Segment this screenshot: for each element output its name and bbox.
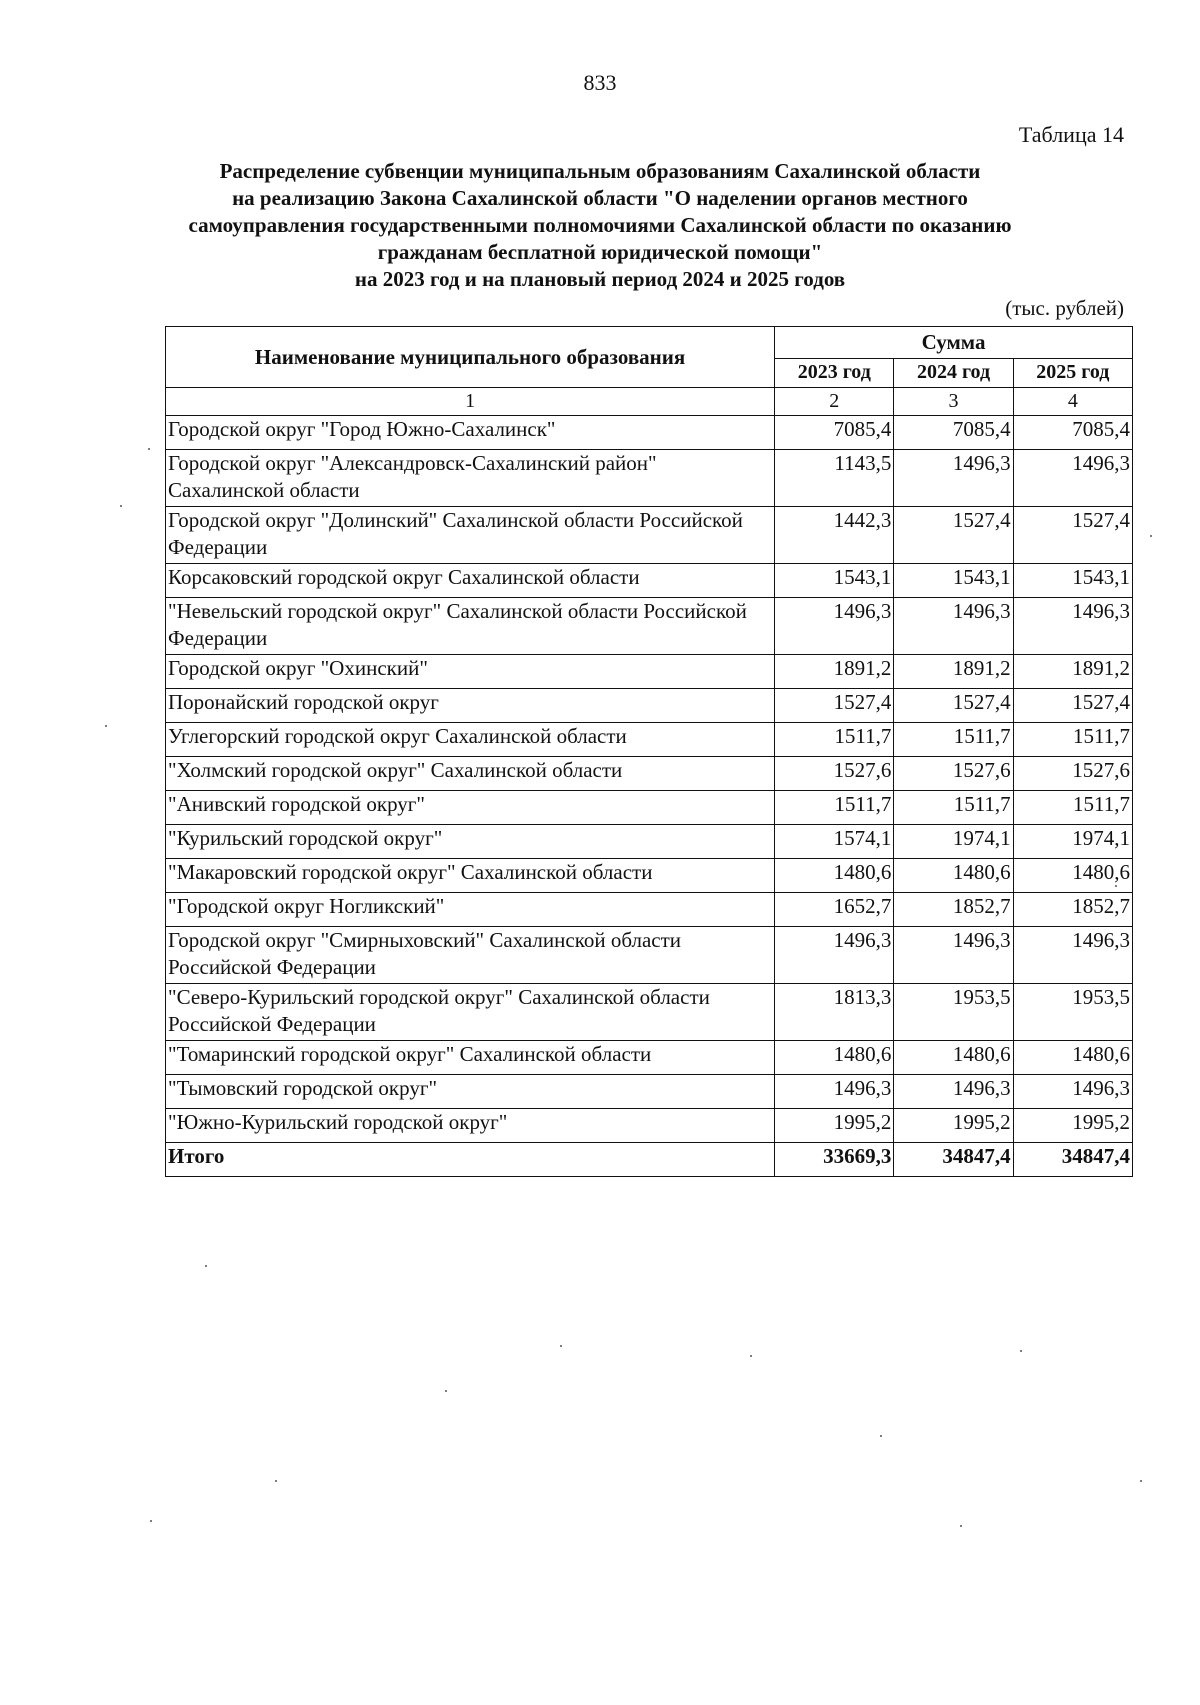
value-2023: 1511,7 — [775, 723, 894, 757]
scan-speck — [1150, 535, 1152, 537]
title-line: самоуправления государственными полномочиями Сахалинской области по оказанию — [188, 213, 1012, 237]
title-line: гражданам бесплатной юридической помощи" — [377, 240, 823, 264]
value-2024: 1496,3 — [894, 1075, 1013, 1109]
title-line: на 2023 год и на плановый период 2024 и 2025 годов — [354, 267, 846, 291]
value-2025: 1995,2 — [1013, 1109, 1132, 1143]
value-2023: 1442,3 — [775, 507, 894, 564]
municipality-name: Городской округ "Долинский" Сахалинской области Российской Федерации — [166, 507, 775, 564]
scan-speck — [960, 1525, 962, 1527]
municipality-name: Корсаковский городской округ Сахалинской области — [166, 564, 775, 598]
value-2025: 1480,6 — [1013, 1041, 1132, 1075]
table-row — [166, 564, 1133, 598]
value-2025: 1496,3 — [1013, 598, 1132, 655]
value-2023: 1527,4 — [775, 689, 894, 723]
subvention-table — [165, 326, 1133, 1177]
value-2025: 1511,7 — [1013, 791, 1132, 825]
table-row — [166, 507, 1133, 564]
column-index: 3 — [894, 388, 1013, 416]
value-2025: 1527,6 — [1013, 757, 1132, 791]
value-2023: 1496,3 — [775, 598, 894, 655]
value-2024: 1891,2 — [894, 655, 1013, 689]
municipality-name: "Южно-Курильский городской округ" — [166, 1109, 775, 1143]
municipality-name: "Холмский городской округ" Сахалинской области — [166, 757, 775, 791]
table-row — [166, 655, 1133, 689]
municipality-name: Углегорский городской округ Сахалинской области — [166, 723, 775, 757]
value-2024: 1995,2 — [894, 1109, 1013, 1143]
municipality-name: "Макаровский городской округ" Сахалинской области — [166, 859, 775, 893]
scan-speck — [1115, 885, 1117, 887]
municipality-name: "Анивский городской округ" — [166, 791, 775, 825]
value-2025: 1852,7 — [1013, 893, 1132, 927]
municipality-name: "Тымовский городской округ" — [166, 1075, 775, 1109]
total-label: Итого — [166, 1143, 775, 1177]
municipality-name: "Городской округ Ногликский" — [166, 893, 775, 927]
value-2023: 7085,4 — [775, 416, 894, 450]
value-2023: 1480,6 — [775, 1041, 894, 1075]
value-2024: 1527,4 — [894, 507, 1013, 564]
value-2025: 1496,3 — [1013, 450, 1132, 507]
value-2024: 1953,5 — [894, 984, 1013, 1041]
header-year-2023: 2023 год — [775, 358, 894, 387]
table-row — [166, 984, 1133, 1041]
value-2025: 1496,3 — [1013, 927, 1132, 984]
value-2023: 1143,5 — [775, 450, 894, 507]
scan-speck — [750, 1355, 752, 1357]
value-2025: 1511,7 — [1013, 723, 1132, 757]
municipality-name: Городской округ "Город Южно-Сахалинск" — [166, 416, 775, 450]
value-2024: 1974,1 — [894, 825, 1013, 859]
value-2023: 1813,3 — [775, 984, 894, 1041]
table-row — [166, 450, 1133, 507]
table-row — [166, 1109, 1133, 1143]
value-2025: 1953,5 — [1013, 984, 1132, 1041]
municipality-name: Городской округ "Смирныховский" Сахалинской области Российской Федерации — [166, 927, 775, 984]
value-2023: 1891,2 — [775, 655, 894, 689]
value-2024: 1543,1 — [894, 564, 1013, 598]
table-row — [166, 1041, 1133, 1075]
municipality-name: Городской округ "Александровск-Сахалинский район" Сахалинской области — [166, 450, 775, 507]
document-title — [150, 158, 1050, 293]
table-row — [166, 416, 1133, 450]
total-2024: 34847,4 — [894, 1143, 1013, 1177]
value-2024: 7085,4 — [894, 416, 1013, 450]
municipality-name: "Курильский городской округ" — [166, 825, 775, 859]
scan-speck — [445, 1390, 447, 1392]
value-2025: 1496,3 — [1013, 1075, 1132, 1109]
column-index: 4 — [1013, 388, 1132, 416]
table-row — [166, 757, 1133, 791]
scan-speck — [880, 1435, 882, 1437]
value-2024: 1480,6 — [894, 1041, 1013, 1075]
value-2025: 1974,1 — [1013, 825, 1132, 859]
value-2025: 1891,2 — [1013, 655, 1132, 689]
scan-speck — [1020, 1350, 1022, 1352]
page-number: 833 — [583, 70, 617, 95]
value-2023: 1652,7 — [775, 893, 894, 927]
table-row — [166, 1075, 1133, 1109]
value-2023: 1511,7 — [775, 791, 894, 825]
value-2023: 1543,1 — [775, 564, 894, 598]
total-row — [166, 1143, 1133, 1177]
table-row — [166, 893, 1133, 927]
column-index: 1 — [166, 388, 775, 416]
header-year-2025: 2025 год — [1013, 358, 1132, 387]
table-row — [166, 825, 1133, 859]
value-2024: 1511,7 — [894, 723, 1013, 757]
value-2023: 1496,3 — [775, 1075, 894, 1109]
value-2025: 1527,4 — [1013, 689, 1132, 723]
table-row — [166, 791, 1133, 825]
municipality-name: Поронайский городской округ — [166, 689, 775, 723]
municipality-name: "Невельский городской округ" Сахалинской области Российской Федерации — [166, 598, 775, 655]
scan-speck — [105, 725, 107, 727]
table-row — [166, 598, 1133, 655]
scan-speck — [148, 448, 150, 450]
value-2025: 1480,6 — [1013, 859, 1132, 893]
header-year-2024: 2024 год — [894, 358, 1013, 387]
table-row — [166, 723, 1133, 757]
header-sum: Сумма — [775, 327, 1133, 359]
value-2025: 1527,4 — [1013, 507, 1132, 564]
scan-speck — [1140, 1480, 1142, 1482]
value-2025: 1543,1 — [1013, 564, 1132, 598]
value-2024: 1527,6 — [894, 757, 1013, 791]
value-2023: 1496,3 — [775, 927, 894, 984]
scan-speck — [560, 1345, 562, 1347]
scan-speck — [275, 1480, 277, 1482]
scan-speck — [205, 1265, 207, 1267]
value-2024: 1480,6 — [894, 859, 1013, 893]
municipality-name: "Северо-Курильский городской округ" Сахалинской области Российской Федерации — [166, 984, 775, 1041]
title-line: на реализацию Закона Сахалинской области "О наделении органов местного — [232, 186, 968, 210]
value-2023: 1995,2 — [775, 1109, 894, 1143]
header-name: Наименование муниципального образования — [166, 327, 775, 388]
total-2023: 33669,3 — [775, 1143, 894, 1177]
table-row — [166, 927, 1133, 984]
municipality-name: Городской округ "Охинский" — [166, 655, 775, 689]
value-2024: 1527,4 — [894, 689, 1013, 723]
municipality-name: "Томаринский городской округ" Сахалинской области — [166, 1041, 775, 1075]
column-index: 2 — [775, 388, 894, 416]
scan-speck — [150, 1520, 152, 1522]
value-2023: 1527,6 — [775, 757, 894, 791]
value-2024: 1511,7 — [894, 791, 1013, 825]
scan-speck — [120, 505, 122, 507]
title-line: Распределение субвенции муниципальным образованиям Сахалинской области — [219, 159, 981, 183]
table-row — [166, 859, 1133, 893]
units-note: (тыс. рублей) — [1005, 296, 1124, 320]
table-row — [166, 689, 1133, 723]
total-2025: 34847,4 — [1013, 1143, 1132, 1177]
table-label: Таблица 14 — [1018, 122, 1124, 147]
value-2023: 1574,1 — [775, 825, 894, 859]
value-2025: 7085,4 — [1013, 416, 1132, 450]
value-2024: 1852,7 — [894, 893, 1013, 927]
value-2023: 1480,6 — [775, 859, 894, 893]
value-2024: 1496,3 — [894, 927, 1013, 984]
value-2024: 1496,3 — [894, 450, 1013, 507]
value-2024: 1496,3 — [894, 598, 1013, 655]
